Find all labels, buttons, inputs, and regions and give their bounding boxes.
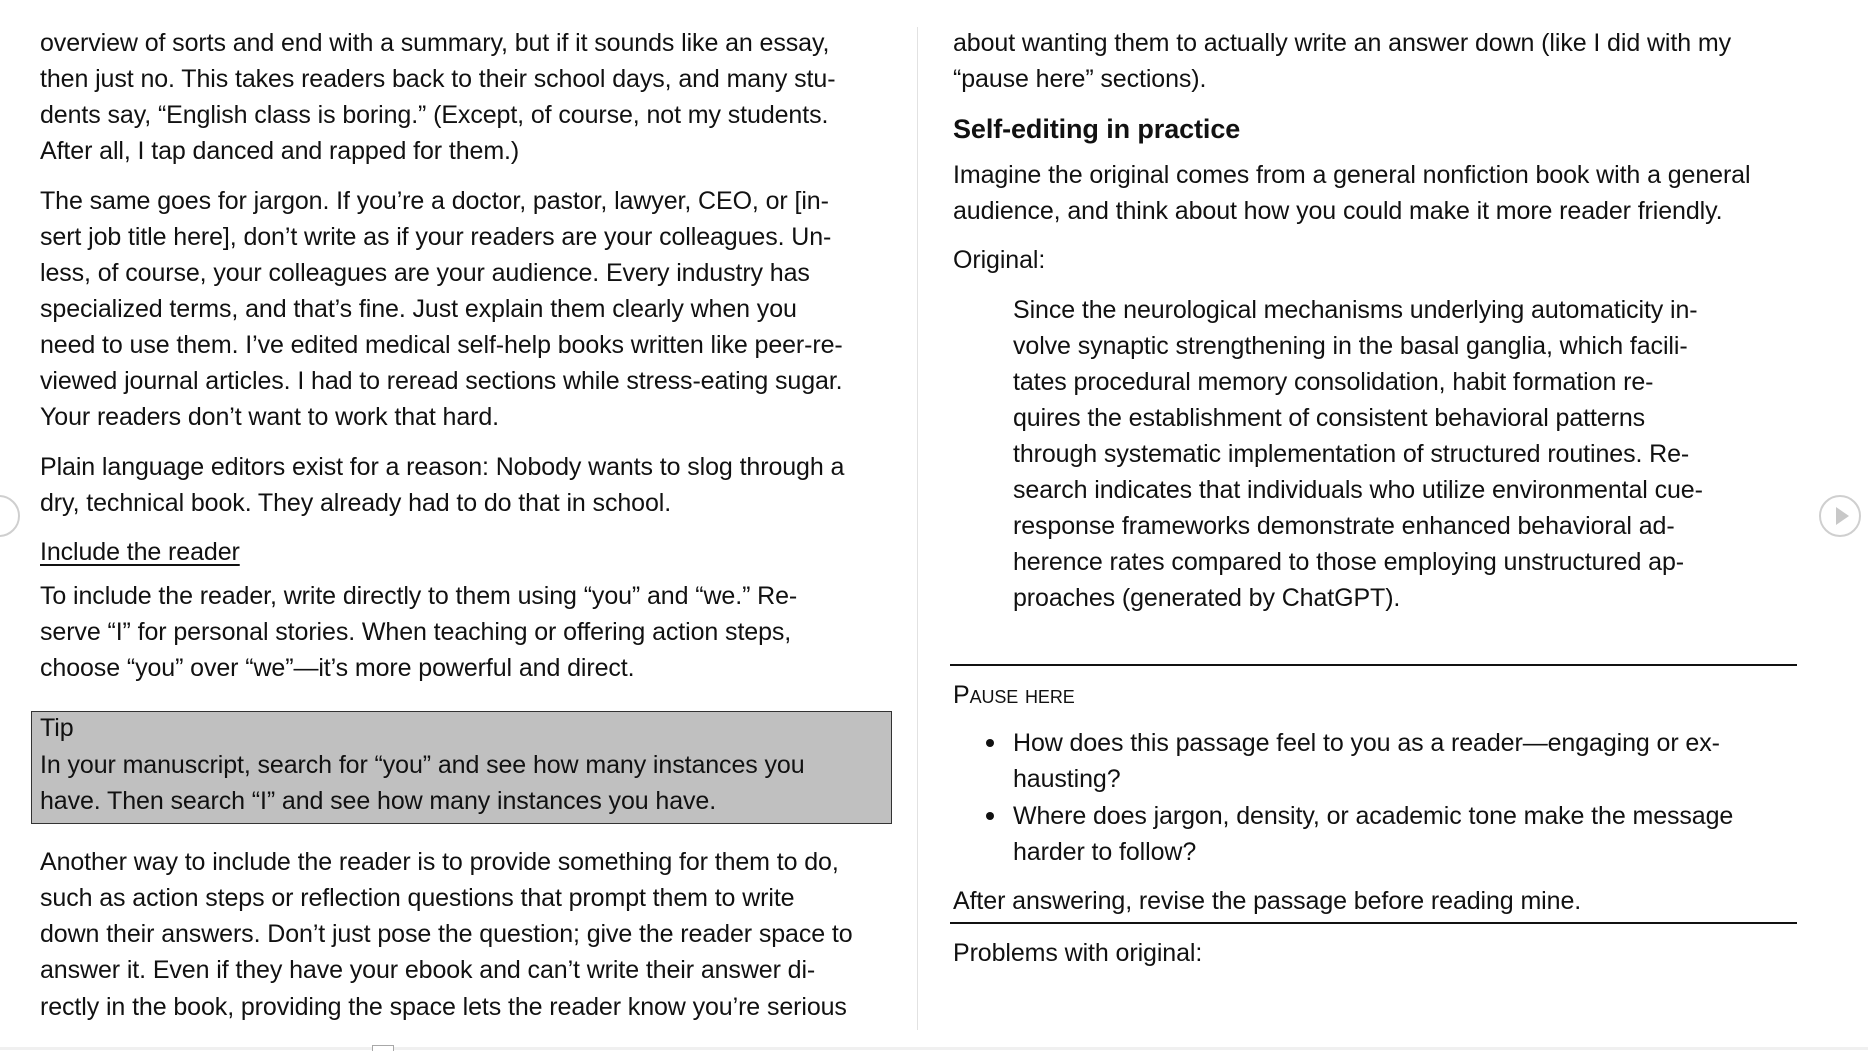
text-line: dents say, “English class is boring.” (Except, of course, not my students. [40, 101, 829, 129]
text-line: dry, technical book. They already had to do that in school. [40, 489, 672, 517]
subheading-include-the-reader: Include the reader [40, 538, 240, 566]
text-line: After all, I tap danced and rapped for them.) [40, 137, 520, 165]
tip-text-line: have. Then search “I” and see how many instances you have. [40, 787, 717, 815]
text-line: “pause here” sections). [953, 65, 1207, 93]
quote-line: response frameworks demonstrate enhanced behavioral ad- [1013, 512, 1675, 540]
text-line: about wanting them to actually write an answer down (like I did with my [953, 29, 1731, 57]
text-line: rectly in the book, providing the space lets the reader know you’re serious [40, 993, 847, 1021]
quote-line: Since the neurological mechanisms underlying automaticity in- [1013, 296, 1698, 324]
text-line: answer it. Even if they have your ebook and can’t write their answer di- [40, 956, 816, 984]
quote-line: search indicates that individuals who utilize environmental cue- [1013, 476, 1703, 504]
bullet-icon [986, 812, 994, 820]
text-line: viewed journal articles. I had to reread sections while stress-eating sugar. [40, 367, 843, 395]
pause-bottom-rule [950, 922, 1797, 924]
text-line: serve “I” for personal stories. When teaching or offering action steps, [40, 618, 792, 646]
text-line: Imagine the original comes from a general nonfiction book with a general [953, 161, 1751, 189]
text-line: Another way to include the reader is to provide something for them to do, [40, 848, 839, 876]
text-line: overview of sorts and end with a summary, but if it sounds like an essay, [40, 29, 830, 57]
pause-here-heading: Pause here [953, 681, 1075, 709]
bullet-text-line: How does this passage feel to you as a reader—engaging or ex- [1013, 729, 1720, 757]
text-line: Your readers don’t want to work that hard. [40, 403, 500, 431]
previous-page-button[interactable] [0, 495, 20, 537]
bullet-text-line: Where does jargon, density, or academic tone make the message [1013, 802, 1734, 830]
quote-line: through systematic implementation of structured routines. Re- [1013, 440, 1690, 468]
tip-text-line: In your manuscript, search for “you” and see how many instances you [40, 751, 805, 779]
pause-top-rule [950, 664, 1797, 666]
quote-line: herence rates compared to those employing unstructured ap- [1013, 548, 1684, 576]
bullet-text-line: harder to follow? [1013, 838, 1197, 866]
bullet-icon [986, 739, 994, 747]
text-line: such as action steps or reflection questions that prompt them to write [40, 884, 795, 912]
text-line: audience, and think about how you could make it more reader friendly. [953, 197, 1723, 225]
text-line: The same goes for jargon. If you’re a doctor, pastor, lawyer, CEO, or [in- [40, 187, 829, 215]
play-icon [1836, 507, 1849, 525]
after-answering-text: After answering, revise the passage before reading mine. [953, 887, 1582, 915]
text-line: down their answers. Don’t just pose the question; give the reader space to [40, 920, 853, 948]
tip-title: Tip [40, 714, 74, 742]
original-label: Original: [953, 246, 1046, 274]
text-line: less, of course, your colleagues are your audience. Every industry has [40, 259, 810, 287]
text-line: specialized terms, and that’s fine. Just explain them clearly when you [40, 295, 797, 323]
quote-line: quires the establishment of consistent behavioral patterns [1013, 404, 1646, 432]
section-heading: Self-editing in practice [953, 114, 1241, 144]
text-line: then just no. This takes readers back to their school days, and many stu- [40, 65, 836, 93]
text-line: sert job title here], don’t write as if your readers are your colleagues. Un- [40, 223, 832, 251]
text-line: need to use them. I’ve edited medical self-help books written like peer-re- [40, 331, 843, 359]
text-line: Plain language editors exist for a reason: Nobody wants to slog through a [40, 453, 845, 481]
progress-handle[interactable] [372, 1045, 394, 1051]
column-divider [917, 27, 918, 1030]
text-line: To include the reader, write directly to them using “you” and “we.” Re- [40, 582, 798, 610]
quote-line: tates procedural memory consolidation, habit formation re- [1013, 368, 1654, 396]
bullet-text-line: hausting? [1013, 765, 1121, 793]
problems-label: Problems with original: [953, 939, 1203, 967]
text-line: choose “you” over “we”—it’s more powerful and direct. [40, 654, 635, 682]
quote-line: proaches (generated by ChatGPT). [1013, 584, 1401, 612]
quote-line: volve synaptic strengthening in the basal ganglia, which facili- [1013, 332, 1688, 360]
next-page-button[interactable] [1819, 495, 1861, 537]
